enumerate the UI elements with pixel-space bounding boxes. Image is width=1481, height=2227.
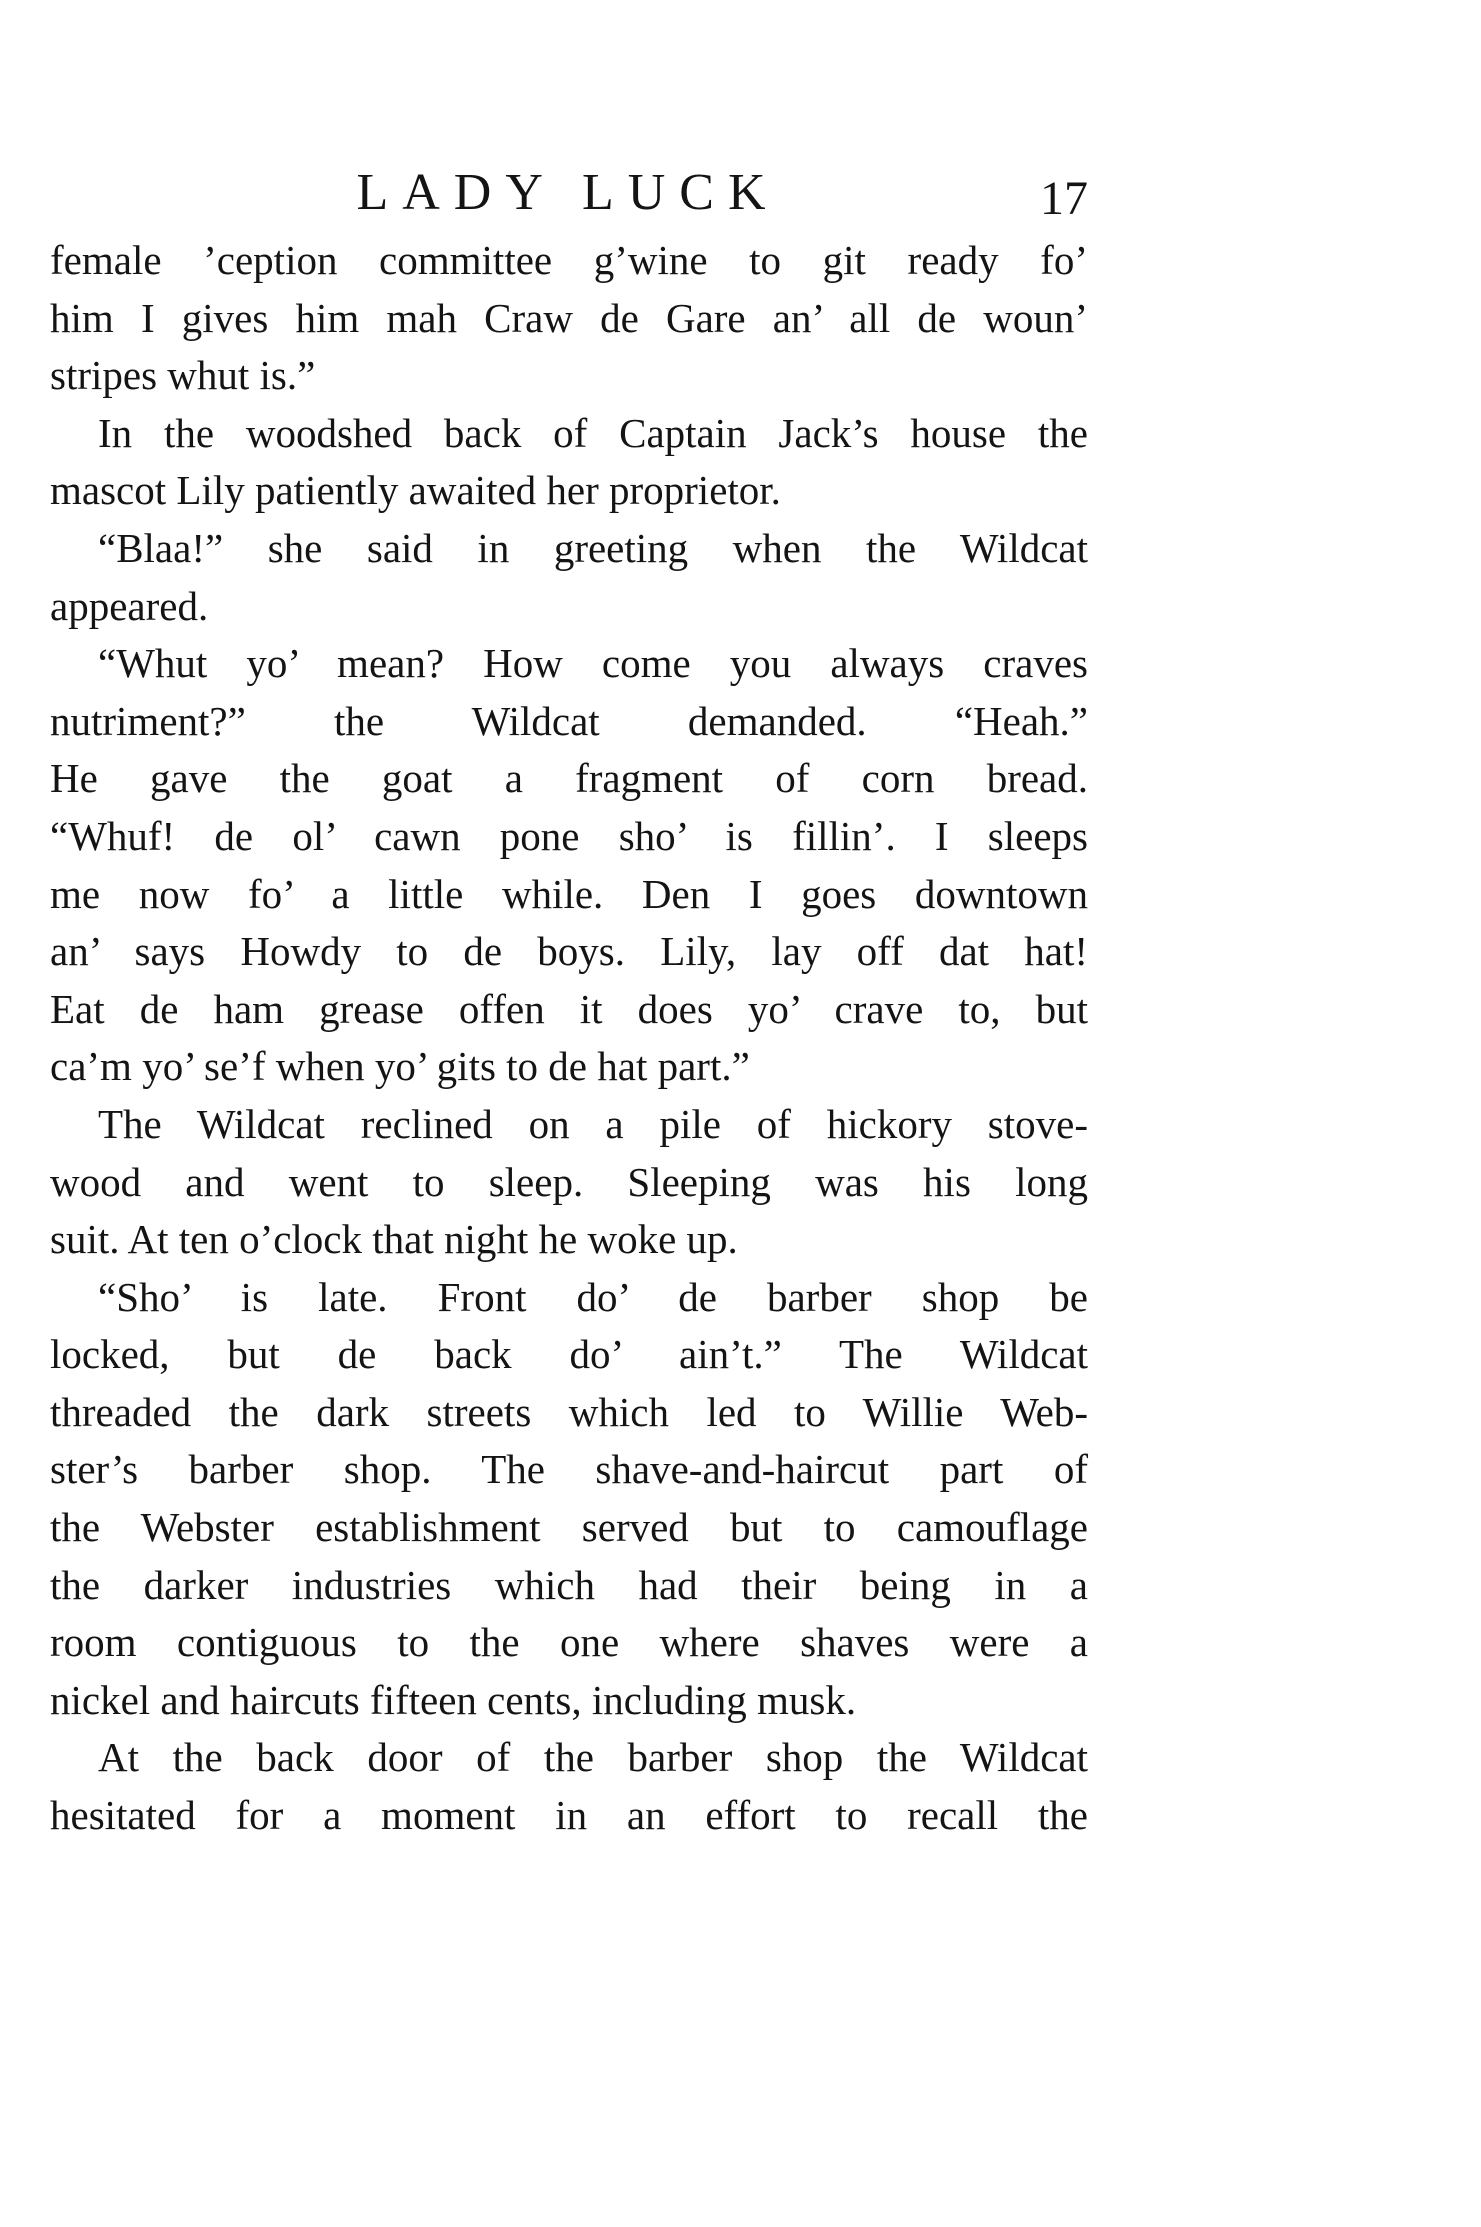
text-line: room contiguous to the one where shaves were a: [50, 1619, 1088, 1666]
text-line: ca’m yo’ se’f when yo’ gits to de hat part.”: [50, 1043, 750, 1090]
text-line: “Whut yo’ mean? How come you always craves: [98, 640, 1088, 687]
text-line: me now fo’ a little while. Den I goes downtown: [50, 870, 1088, 917]
text-line: wood and went to sleep. Sleeping was his long: [50, 1158, 1088, 1205]
page-number: 17: [1040, 172, 1088, 225]
text-line: him I gives him mah Craw de Gare an’ all de woun’: [50, 294, 1088, 341]
paragraph: [50, 405, 1088, 520]
text-line: ster’s barber shop. The shave-and-haircut part of: [50, 1446, 1088, 1493]
text-line: nutriment?” the Wildcat demanded. “Heah.”: [50, 697, 1088, 744]
text-line: “Sho’ is late. Front do’ de barber shop be: [98, 1273, 1088, 1320]
text-line: nickel and haircuts fifteen cents, including musk.: [50, 1676, 857, 1723]
body-text: [50, 232, 1088, 1845]
text-line: “Whuf! de ol’ cawn pone sho’ is fillin’. I sleeps: [50, 812, 1088, 859]
text-line: He gave the goat a fragment of corn bread.: [50, 755, 1088, 802]
text-line: threaded the dark streets which led to Willie Web-: [50, 1388, 1088, 1435]
text-line: the Webster establishment served but to camouflage: [50, 1504, 1088, 1551]
text-line: the darker industries which had their being in a: [50, 1561, 1088, 1608]
paragraph: [50, 520, 1088, 635]
text-line: At the back door of the barber shop the Wildcat: [98, 1734, 1088, 1781]
running-title: LADY LUCK: [356, 164, 780, 221]
paragraph: [50, 635, 1088, 1096]
text-line: an’ says Howdy to de boys. Lily, lay off dat hat!: [50, 928, 1088, 975]
text-line: female ’ception committee g’wine to git ready fo’: [50, 237, 1088, 283]
text-line: locked, but de back do’ ain’t.” The Wildcat: [50, 1331, 1088, 1378]
running-head: [48, 158, 1088, 228]
paragraph: [50, 1096, 1088, 1269]
text-line: The Wildcat reclined on a pile of hickory stove-: [98, 1100, 1088, 1147]
paragraph: [50, 232, 1088, 405]
text-line: stripes whut is.”: [50, 352, 316, 399]
text-line: hesitated for a moment in an effort to recall the: [50, 1792, 1088, 1839]
text-line: “Blaa!” she said in greeting when the Wildcat: [98, 524, 1088, 571]
text-line: In the woodshed back of Captain Jack’s house the: [98, 409, 1088, 456]
text-line: Eat de ham grease offen it does yo’ crave to, but: [50, 985, 1088, 1032]
text-line: appeared.: [50, 582, 209, 629]
paragraph: [50, 1729, 1088, 1844]
text-line: suit. At ten o’clock that night he woke up.: [50, 1216, 738, 1263]
text-line: mascot Lily patiently awaited her proprietor.: [50, 467, 781, 514]
paragraph: [50, 1269, 1088, 1730]
